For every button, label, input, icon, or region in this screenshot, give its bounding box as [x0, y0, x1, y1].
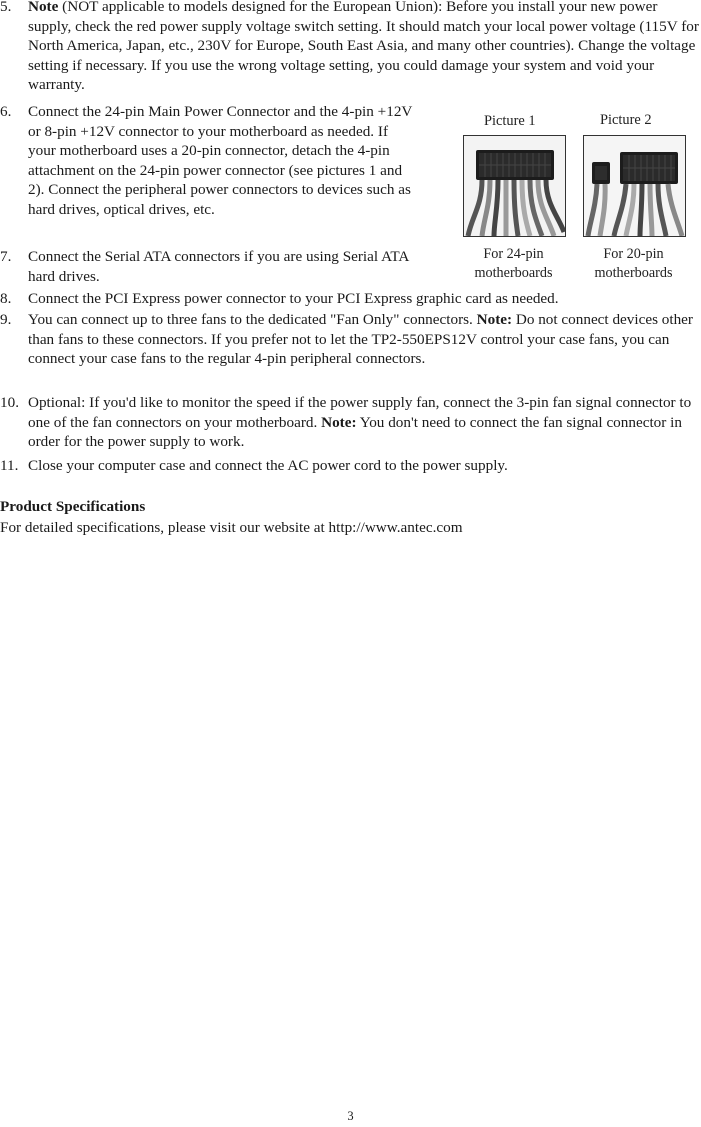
- specs-heading: Product Specifications: [0, 498, 146, 515]
- step-text: Optional: If you'd like to monitor the speed if the power supply fan, connect the 3-pin fan signal connector to one of the fan connectors on your motherboard. Note: You don't need to connect the fan signal connector in order for the power supply to work.: [28, 394, 692, 451]
- picture-1-title: Picture 1: [484, 113, 536, 129]
- 24-pin-connector-photo: [463, 135, 566, 237]
- step-text: Connect the Serial ATA connectors if you are using Serial ATA hard drives.: [28, 248, 409, 285]
- step-11: [0, 456, 701, 476]
- note-label: Note:: [476, 311, 513, 328]
- step-text: Connect the 24-pin Main Power Connector and the 4-pin +12V or 8-pin +12V connector to your motherboard as needed. If your motherboard uses a 20-pin connector, detach the 4-pin attachment on the 24-pin power connector (see pictures 1 and 2). Connect the peripheral power connectors to devices such as hard drives, optical drives, etc.: [28, 103, 413, 218]
- step-text: Close your computer case and connect the AC power cord to the power supply.: [28, 457, 508, 474]
- step-10: [0, 393, 701, 452]
- step-number: 10.: [0, 394, 19, 411]
- page-number: 3: [347, 1109, 354, 1123]
- step-text: Connect the PCI Express power connector to your PCI Express graphic card as needed.: [28, 290, 559, 307]
- step-text: Note (NOT applicable to models designed for the European Union): Before you install your new power supply, check the red power supply voltage switch setting. It should match your local power voltage (115V for North America, Japan, etc., 230V for Europe, South East Asia, and many other countries). Change the voltage setting if necessary. If you use the wrong voltage setting, you could damage your system and void your warranty.: [28, 0, 699, 94]
- step-number: 5.: [0, 0, 12, 15]
- step-9: [0, 310, 701, 369]
- step-5: [0, 0, 701, 95]
- picture-1-caption: For 24-pin motherboards: [474, 246, 553, 281]
- picture-2-caption: For 20-pin motherboards: [594, 246, 673, 281]
- 20-pin-connector-photo: [583, 135, 686, 237]
- step-number: 7.: [0, 248, 12, 265]
- step-8: [0, 289, 701, 309]
- step-number: 9.: [0, 311, 12, 328]
- step-number: 8.: [0, 290, 12, 307]
- note-label: Note:: [321, 413, 357, 431]
- note-label: Note: [28, 0, 59, 15]
- step-number: 11.: [0, 457, 19, 474]
- specs-text: For detailed specifications, please visit our website at http://www.antec.com: [0, 519, 463, 536]
- step-text: You can connect up to three fans to the dedicated "Fan Only" connectors. Note: Do not connect devices other than fans to these connectors. If you prefer not to let the TP2-550EPS12V control your case fans, you can connect your case fans to the regular 4-pin peripheral connectors.: [28, 311, 693, 368]
- step-number: 6.: [0, 103, 12, 120]
- picture-2-title: Picture 2: [600, 112, 652, 128]
